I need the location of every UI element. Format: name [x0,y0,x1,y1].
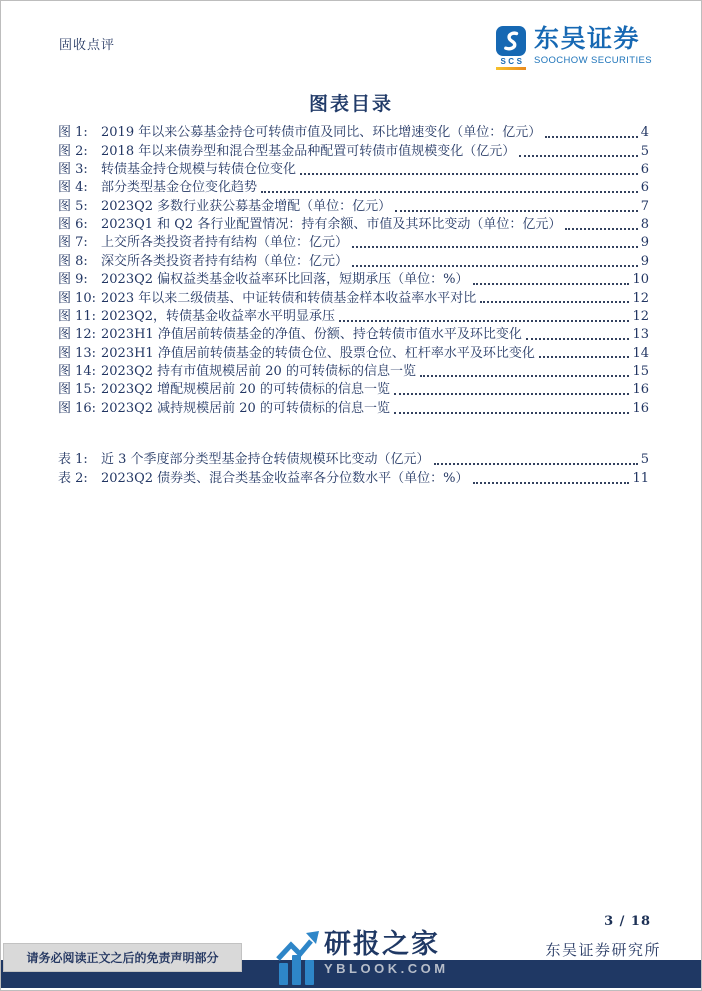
toc-entry-page: 15 [632,363,649,379]
toc-entry-page: 5 [640,143,649,159]
toc-entry-number: 图 6: [58,217,88,233]
toc-entry-page: 9 [640,253,649,269]
toc-entry-number: 图 12: [58,327,97,343]
toc-leader-dots [473,482,630,484]
toc-entry-number: 表 2: [58,470,88,486]
toc-entry-page: 13 [632,327,649,343]
toc-leader-dots [394,412,630,414]
toc-entry-fig-3[interactable] [58,160,649,178]
toc-entry-title: 2023Q2 增配规模居前 20 的可转债标的信息一览 [101,382,390,398]
toc-entry-page: 12 [632,308,649,324]
toc-entry-title: 2023Q2 多数行业获公募基金增配（单位：亿元） [101,198,392,214]
report-category-label: 固收点评 [59,38,116,53]
toc-entry-number: 图 14: [58,363,97,379]
toc-entry-number: 图 1: [58,125,88,141]
toc-entry-page: 6 [640,162,649,178]
toc-entry-number: 图 9: [58,272,88,288]
toc-entry-number: 图 10: [58,290,97,306]
toc-entry-page: 16 [632,400,649,416]
toc-leader-dots [526,338,630,340]
toc-entry-title: 部分类型基金仓位变化趋势 [101,180,258,196]
toc-entry-fig-13[interactable] [58,343,649,361]
toc-tables-list [58,450,649,487]
scs-swirl-icon [500,30,522,52]
toc-entry-title: 上交所各类投资者持有结构（单位：亿元） [101,235,349,251]
toc-entry-fig-2[interactable] [58,141,649,159]
disclaimer-notice [3,943,242,972]
toc-entry-fig-10[interactable] [58,288,649,306]
toc-entry-page: 8 [640,217,649,233]
toc-leader-dots [519,155,638,157]
toc-entry-number: 图 5: [58,198,88,214]
toc-entry-table-2[interactable] [58,468,649,486]
toc-entry-number: 图 4: [58,180,88,196]
toc-entry-title: 2023H1 净值居前转债基金的净值、份额、持仓转债市值水平及环比变化 [101,327,522,343]
toc-entry-fig-1[interactable] [58,123,649,141]
toc-entry-title: 2023Q2 持有市值规模居前 20 的可转债标的信息一览 [101,363,416,379]
toc-entry-page: 5 [640,452,649,468]
watermark-site-url: YBLOOK.COM [324,961,449,977]
toc-entry-title: 2023 年以来二级债基、中证转债和转债基金样本收益率水平对比 [101,290,477,306]
watermark-text [324,929,449,976]
disclaimer-text: 请务必阅读正文之后的免责声明部分 [26,951,219,965]
toc-entry-fig-5[interactable] [58,196,649,214]
toc-entry-number: 图 11: [58,308,97,324]
toc-entry-number: 图 16: [58,400,97,416]
toc-entry-title: 2023Q1 和 Q2 各行业配置情况：持有余额、市值及其环比变动（单位：亿元） [101,217,562,233]
toc-entry-title: 转债基金持仓规模与转债仓位变化 [101,162,297,178]
toc-leader-dots [261,191,638,193]
brand-name-cn: 东吴证券 [533,25,640,53]
toc-leader-dots [420,375,630,377]
toc-entry-fig-14[interactable] [58,361,649,379]
toc-leader-dots [394,393,630,395]
toc-entry-page: 4 [640,125,649,141]
toc-entry-fig-6[interactable] [58,215,649,233]
toc-entry-fig-9[interactable] [58,270,649,288]
toc-leader-dots [339,320,629,322]
toc-entry-page: 14 [632,345,649,361]
scs-logo-underline [496,67,526,70]
toc-entry-number: 图 3: [58,162,88,178]
brand-logo-mark [496,26,527,70]
toc-entry-fig-4[interactable] [58,178,649,196]
toc-entry-title: 2023Q2，转债基金收益率水平明显承压 [101,308,336,324]
toc-entry-page: 7 [640,198,649,214]
toc-entry-title: 近 3 个季度部分类型基金持仓转债规模环比变动（亿元） [101,452,430,468]
research-institute-label: 东吴证券研究所 [545,941,661,959]
toc-entry-fig-12[interactable] [58,325,649,343]
scs-logo-icon [496,26,526,56]
brand-logo [496,26,652,70]
toc-entry-number: 图 8: [58,253,88,269]
toc-entry-title: 2023Q2 减持规模居前 20 的可转债标的信息一览 [101,400,390,416]
toc-entry-number: 图 15: [58,382,97,398]
toc-leader-dots [352,246,638,248]
toc-entry-title: 2019 年以来公募基金持仓可转债市值及同比、环比增速变化（单位：亿元） [101,125,542,141]
toc-entry-fig-16[interactable] [58,398,649,416]
toc-entry-fig-7[interactable] [58,233,649,251]
toc-entry-page: 6 [640,180,649,196]
brand-logo-wordmark [534,26,652,66]
watermark-name: 研报之家 [324,929,440,959]
toc-entry-title: 2023Q2 债券类、混合类基金收益率各分位数水平（单位：%） [101,470,469,486]
toc-entry-title: 2018 年以来债券型和混合型基金品种配置可转债市值规模变化（亿元） [101,143,516,159]
toc-entry-number: 表 1: [58,452,88,468]
toc-entry-number: 图 2: [58,143,88,159]
toc-leader-dots [480,301,629,303]
toc-entry-number: 图 13: [58,345,97,361]
toc-heading: 图表目录 [308,93,393,115]
toc-entry-title: 深交所各类投资者持有结构（单位：亿元） [101,253,349,269]
toc-entry-page: 9 [640,235,649,251]
toc-leader-dots [352,265,638,267]
page-number-indicator: 3 / 18 [604,914,651,929]
toc-leader-dots [565,228,637,230]
toc-leader-dots [300,173,638,175]
toc-leader-dots [434,463,638,465]
scs-logo-text: SCS [500,57,525,66]
toc-entry-fig-15[interactable] [58,380,649,398]
toc-leader-dots [395,210,638,212]
toc-leader-dots [473,283,630,285]
toc-figures-list [58,123,649,417]
toc-entry-title: 2023Q2 偏权益类基金收益率环比回落，短期承压（单位：%） [101,272,469,288]
site-watermark [276,929,449,987]
toc-entry-fig-11[interactable] [58,306,649,324]
toc-entry-number: 图 7: [58,235,88,251]
toc-leader-dots [545,136,638,138]
toc-entry-page: 12 [632,290,649,306]
toc-entry-title: 2023H1 净值居前转债基金的转债仓位、股票仓位、杠杆率水平及环比变化 [101,345,535,361]
toc-entry-page: 11 [632,470,649,486]
toc-entry-page: 10 [632,272,649,288]
toc-entry-table-1[interactable] [58,450,649,468]
toc-entry-fig-8[interactable] [58,251,649,269]
bar-chart-arrow-icon [276,929,320,987]
toc-entry-page: 16 [632,382,649,398]
brand-name-en: SOOCHOW SECURITIES [533,55,652,67]
toc-leader-dots [539,356,630,358]
